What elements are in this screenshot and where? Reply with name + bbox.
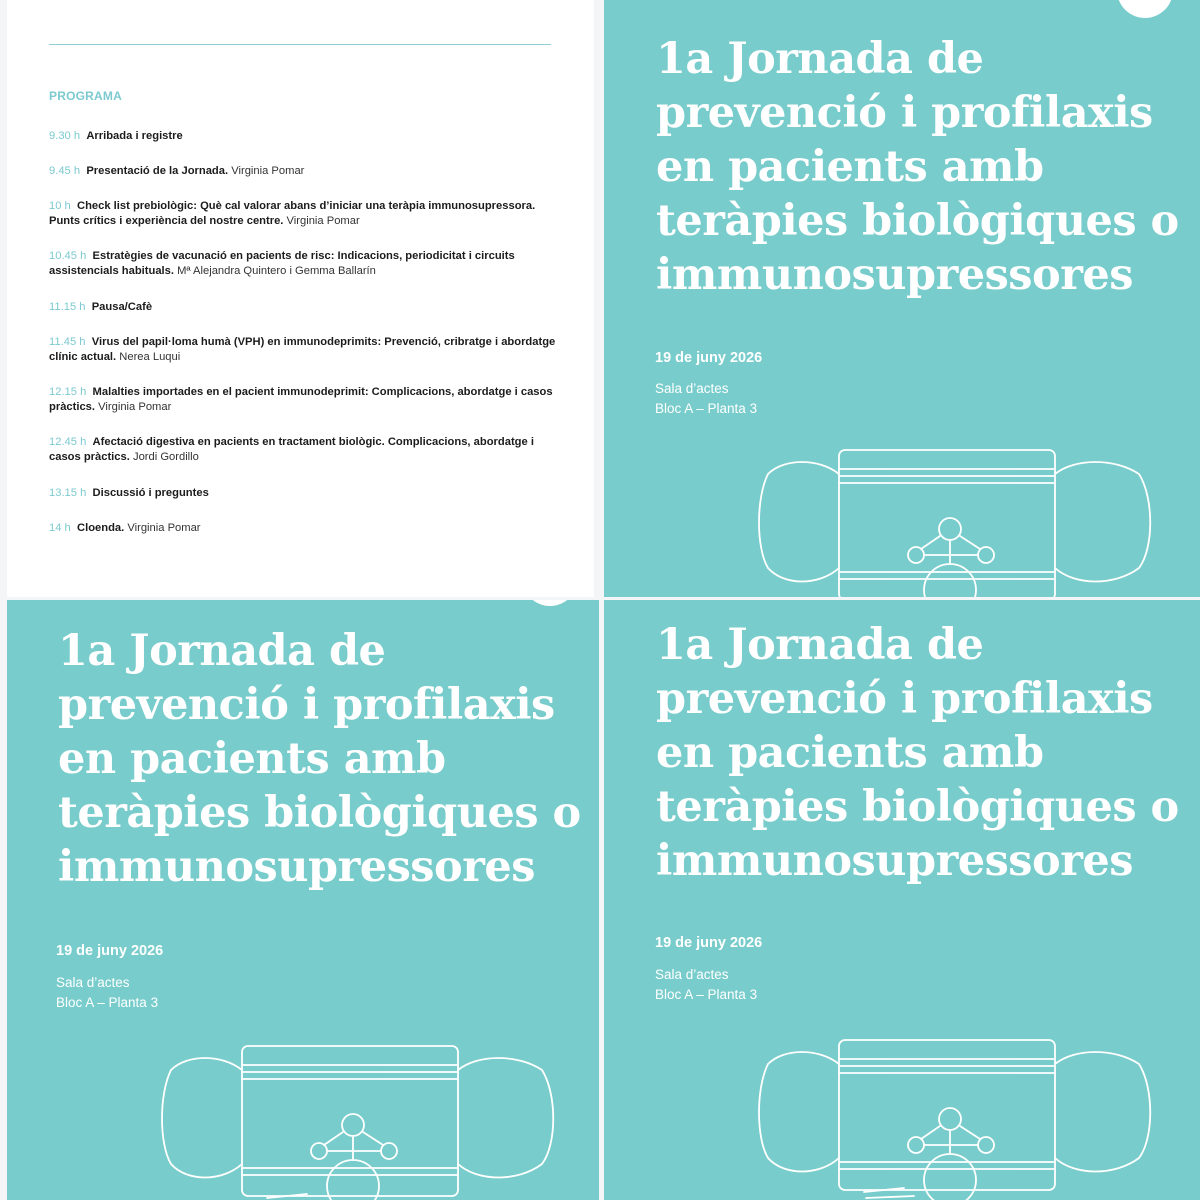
title-line: immunosupressores xyxy=(58,842,535,892)
program-heading: PROGRAMA xyxy=(49,89,122,103)
mask-body xyxy=(242,1046,458,1196)
venue-line: Sala d’actes xyxy=(655,967,729,982)
item-title: Malalties importades en el pacient immunodeprimit: Complicacions, abordatge i casos pràctics. xyxy=(49,386,553,413)
venue-line: Bloc A – Planta 3 xyxy=(655,401,758,416)
item-speaker: Jordi Gordillo xyxy=(132,451,199,463)
item-speaker: Nerea Luqui xyxy=(119,351,181,363)
mask-ear-loop-left xyxy=(759,1052,839,1172)
program-item xyxy=(49,335,559,365)
venue-line: Sala d’actes xyxy=(655,381,729,396)
program-item xyxy=(49,129,559,144)
divider xyxy=(49,44,551,45)
title-line: immunosupressores xyxy=(656,250,1133,300)
event-date: 19 de juny 2026 xyxy=(655,350,763,366)
face-mask-molecule-icon xyxy=(754,1030,1164,1200)
item-title: Estratègies de vacunació en pacients de risc: Indicacions, periodicitat i circuits assistencials habituals. xyxy=(49,250,515,277)
item-title: Afectació digestiva en pacients en tractament biològic. Complicacions, abordatge i casos pràctics. xyxy=(49,436,534,463)
venue-line: Sala d’actes xyxy=(56,975,130,990)
title-line: immunosupressores xyxy=(656,836,1133,886)
item-speaker: Virginia Pomar xyxy=(231,165,305,177)
molecule-bond xyxy=(324,1132,343,1145)
program-item xyxy=(49,300,559,315)
molecule-bond xyxy=(921,1126,940,1139)
event-venue xyxy=(655,379,757,419)
molecule-node xyxy=(327,1160,379,1200)
mask-ear-loop-right xyxy=(1055,462,1150,582)
item-time: 11.15 h xyxy=(49,301,86,313)
item-time: 13.15 h xyxy=(49,487,87,499)
mask-ear-loop-right xyxy=(1055,1052,1150,1172)
item-title: Presentació de la Jornada. xyxy=(86,165,229,177)
face-mask-molecule-icon xyxy=(754,440,1164,597)
item-time: 12.15 h xyxy=(49,386,87,398)
item-time: 9.45 h xyxy=(49,165,81,177)
event-date: 19 de juny 2026 xyxy=(56,943,164,959)
item-title: Discussió i preguntes xyxy=(92,487,209,499)
item-time: 14 h xyxy=(49,522,71,534)
poster-title xyxy=(656,32,1179,302)
item-title: Check list prebiològic: Què cal valorar abans d’iniciar una teràpia immunosupressora. Punts crítics i experiència del nostre centre. xyxy=(49,200,536,227)
item-title: Pausa/Cafè xyxy=(91,301,153,313)
poster-title xyxy=(58,624,581,894)
molecule-bond xyxy=(960,1126,980,1139)
item-speaker: Virginia Pomar xyxy=(127,522,201,534)
venue-line: Bloc A – Planta 3 xyxy=(56,995,159,1010)
venue-line: Bloc A – Planta 3 xyxy=(655,987,758,1002)
corner-circle xyxy=(522,600,578,606)
poster-panel-top-right xyxy=(604,0,1200,597)
mask-body xyxy=(839,450,1055,597)
event-date: 19 de juny 2026 xyxy=(655,935,763,951)
title-line: prevenció i profilaxis xyxy=(656,88,1153,138)
title-line: 1a Jornada de xyxy=(656,620,984,670)
title-line: teràpies biològiques o xyxy=(58,788,581,838)
molecule-node xyxy=(342,1114,364,1136)
program-item xyxy=(49,199,559,229)
mask-body xyxy=(839,1040,1055,1190)
poster-panel-bottom-left xyxy=(7,600,599,1200)
molecule-node xyxy=(924,564,976,597)
program-item xyxy=(49,486,559,501)
title-line: 1a Jornada de xyxy=(656,34,984,84)
molecule-bond xyxy=(921,536,940,549)
poster-panel-bottom-right xyxy=(604,600,1200,1200)
molecule-node xyxy=(924,1154,976,1200)
molecule-node xyxy=(939,518,961,540)
item-title: Virus del papil·loma humà (VPH) en immunodeprimits: Prevenció, cribratge i abordatge clínic actual. xyxy=(49,336,556,363)
item-title: Cloenda. xyxy=(77,522,125,534)
title-line: prevenció i profilaxis xyxy=(58,680,555,730)
item-speaker: Virginia Pomar xyxy=(98,401,172,413)
mask-ear-loop-left xyxy=(759,462,839,582)
poster-title xyxy=(656,618,1179,888)
program-panel xyxy=(7,0,594,597)
item-time: 10 h xyxy=(49,200,71,212)
corner-circle xyxy=(1117,0,1173,18)
molecule-node xyxy=(939,1108,961,1130)
program-item xyxy=(49,521,559,536)
item-speaker: Virginia Pomar xyxy=(286,215,360,227)
face-mask-molecule-icon xyxy=(157,1036,567,1200)
event-venue xyxy=(655,965,757,1005)
program-item xyxy=(49,385,559,415)
mask-ear-loop-right xyxy=(458,1058,553,1178)
item-time: 9.30 h xyxy=(49,130,81,142)
event-venue xyxy=(56,973,158,1013)
program-item xyxy=(49,435,559,465)
item-time: 10.45 h xyxy=(49,250,87,262)
title-line: 1a Jornada de xyxy=(58,626,386,676)
title-line: prevenció i profilaxis xyxy=(656,674,1153,724)
molecule-bond xyxy=(960,536,980,549)
item-speaker: Mª Alejandra Quintero i Gemma Ballarín xyxy=(177,265,376,277)
mask-ear-loop-left xyxy=(162,1058,242,1178)
item-time: 11.45 h xyxy=(49,336,86,348)
title-line: en pacients amb xyxy=(656,142,1044,192)
title-line: teràpies biològiques o xyxy=(656,196,1179,246)
title-line: en pacients amb xyxy=(656,728,1044,778)
molecule-bond xyxy=(363,1132,383,1145)
title-line: teràpies biològiques o xyxy=(656,782,1179,832)
item-time: 12.45 h xyxy=(49,436,87,448)
program-item xyxy=(49,164,559,179)
program-item xyxy=(49,249,559,279)
syringe-line xyxy=(267,1194,317,1200)
title-line: en pacients amb xyxy=(58,734,446,784)
item-title: Arribada i registre xyxy=(86,130,183,142)
